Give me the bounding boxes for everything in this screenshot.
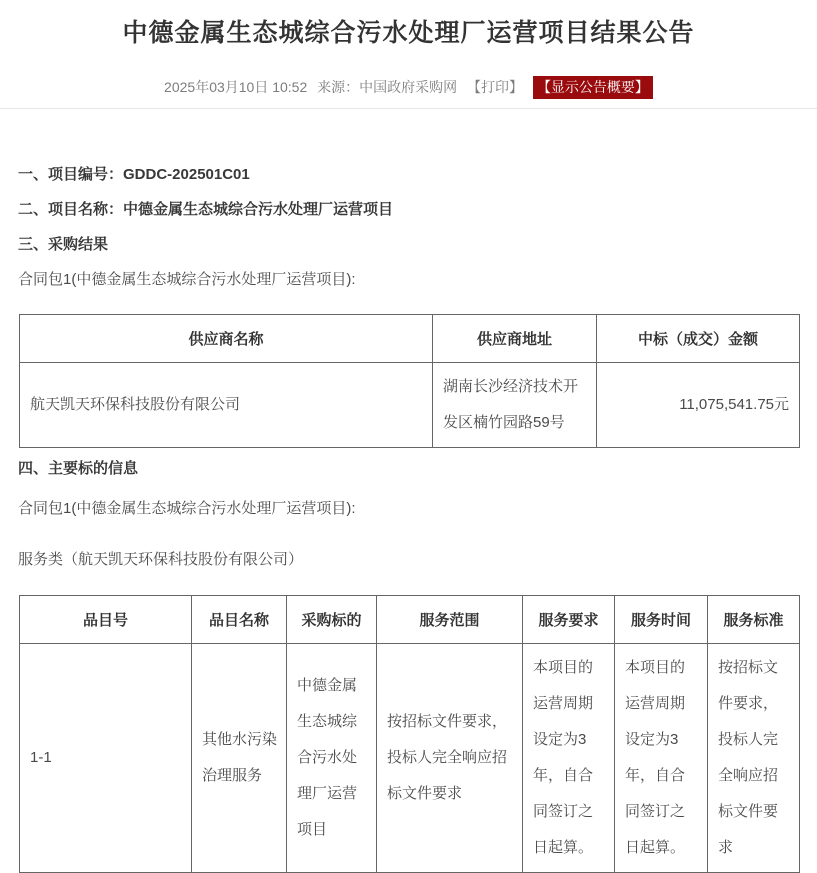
- contract-package-line-1: 合同包1(中德金属生态城综合污水处理厂运营项目):: [18, 271, 356, 288]
- supplier-table-header-row: [20, 315, 800, 363]
- print-button[interactable]: 【打印】: [467, 79, 524, 95]
- supplier-address-cell: 湖南长沙经济技术开发区楠竹园路59号: [433, 363, 597, 448]
- col-service-standard: 服务标准: [708, 596, 800, 644]
- award-amount-cell: 11,075,541.75元: [597, 363, 800, 448]
- supplier-table: [19, 314, 800, 448]
- col-service-time: 服务时间: [615, 596, 708, 644]
- header-divider: [0, 108, 817, 109]
- announcement-body: [0, 166, 817, 873]
- announcement-header: [0, 0, 817, 109]
- col-item-name: 品目名称: [192, 596, 287, 644]
- col-service-scope: 服务范围: [377, 596, 523, 644]
- supplier-table-row: [20, 363, 800, 448]
- service-items-table: [19, 595, 800, 873]
- col-service-requirement: 服务要求: [523, 596, 615, 644]
- item-table-header-row: [20, 596, 800, 644]
- contract-package-line-2: 合同包1(中德金属生态城综合污水处理厂运营项目):: [18, 500, 356, 517]
- service-scope-cell: 按招标文件要求，投标人完全响应招标文件要求: [377, 644, 523, 873]
- service-requirement-cell: 本项目的运营周期设定为3年，自合同签订之日起算。: [523, 644, 615, 873]
- supplier-name-cell: 航天凯天环保科技股份有限公司: [20, 363, 433, 448]
- source-label: 来源：中国政府采购网: [317, 79, 458, 95]
- col-item-number: 品目号: [20, 596, 192, 644]
- service-category-line: 服务类（航天凯天环保科技股份有限公司）: [18, 551, 304, 568]
- section-project-number: 一、项目编号：GDDC-202501C01: [18, 166, 250, 183]
- service-time-cell: 本项目的运营周期设定为3年，自合同签订之日起算。: [615, 644, 708, 873]
- col-supplier-address: 供应商地址: [433, 315, 597, 363]
- page-title: 中德金属生态城综合污水处理厂运营项目结果公告: [122, 19, 695, 47]
- col-supplier-name: 供应商名称: [20, 315, 433, 363]
- col-award-amount: 中标（成交）金额: [597, 315, 800, 363]
- col-procurement-subject: 采购标的: [287, 596, 377, 644]
- show-summary-button[interactable]: 【显示公告概要】: [533, 76, 653, 99]
- section-procurement-result: 三、采购结果: [18, 236, 109, 253]
- service-standard-cell: 按招标文件要求，投标人完全响应招标文件要求: [708, 644, 800, 873]
- item-table-row: [20, 644, 800, 873]
- item-name-cell: 其他水污染治理服务: [192, 644, 287, 873]
- meta-line: [0, 76, 817, 99]
- publish-datetime: 2025年03月10日 10:52: [164, 79, 308, 95]
- section-main-subject-info: 四、主要标的信息: [18, 460, 139, 477]
- item-number-cell: 1-1: [20, 644, 192, 873]
- procurement-subject-cell: 中德金属生态城综合污水处理厂运营项目: [287, 644, 377, 873]
- section-project-name: 二、项目名称：中德金属生态城综合污水处理厂运营项目: [18, 201, 394, 218]
